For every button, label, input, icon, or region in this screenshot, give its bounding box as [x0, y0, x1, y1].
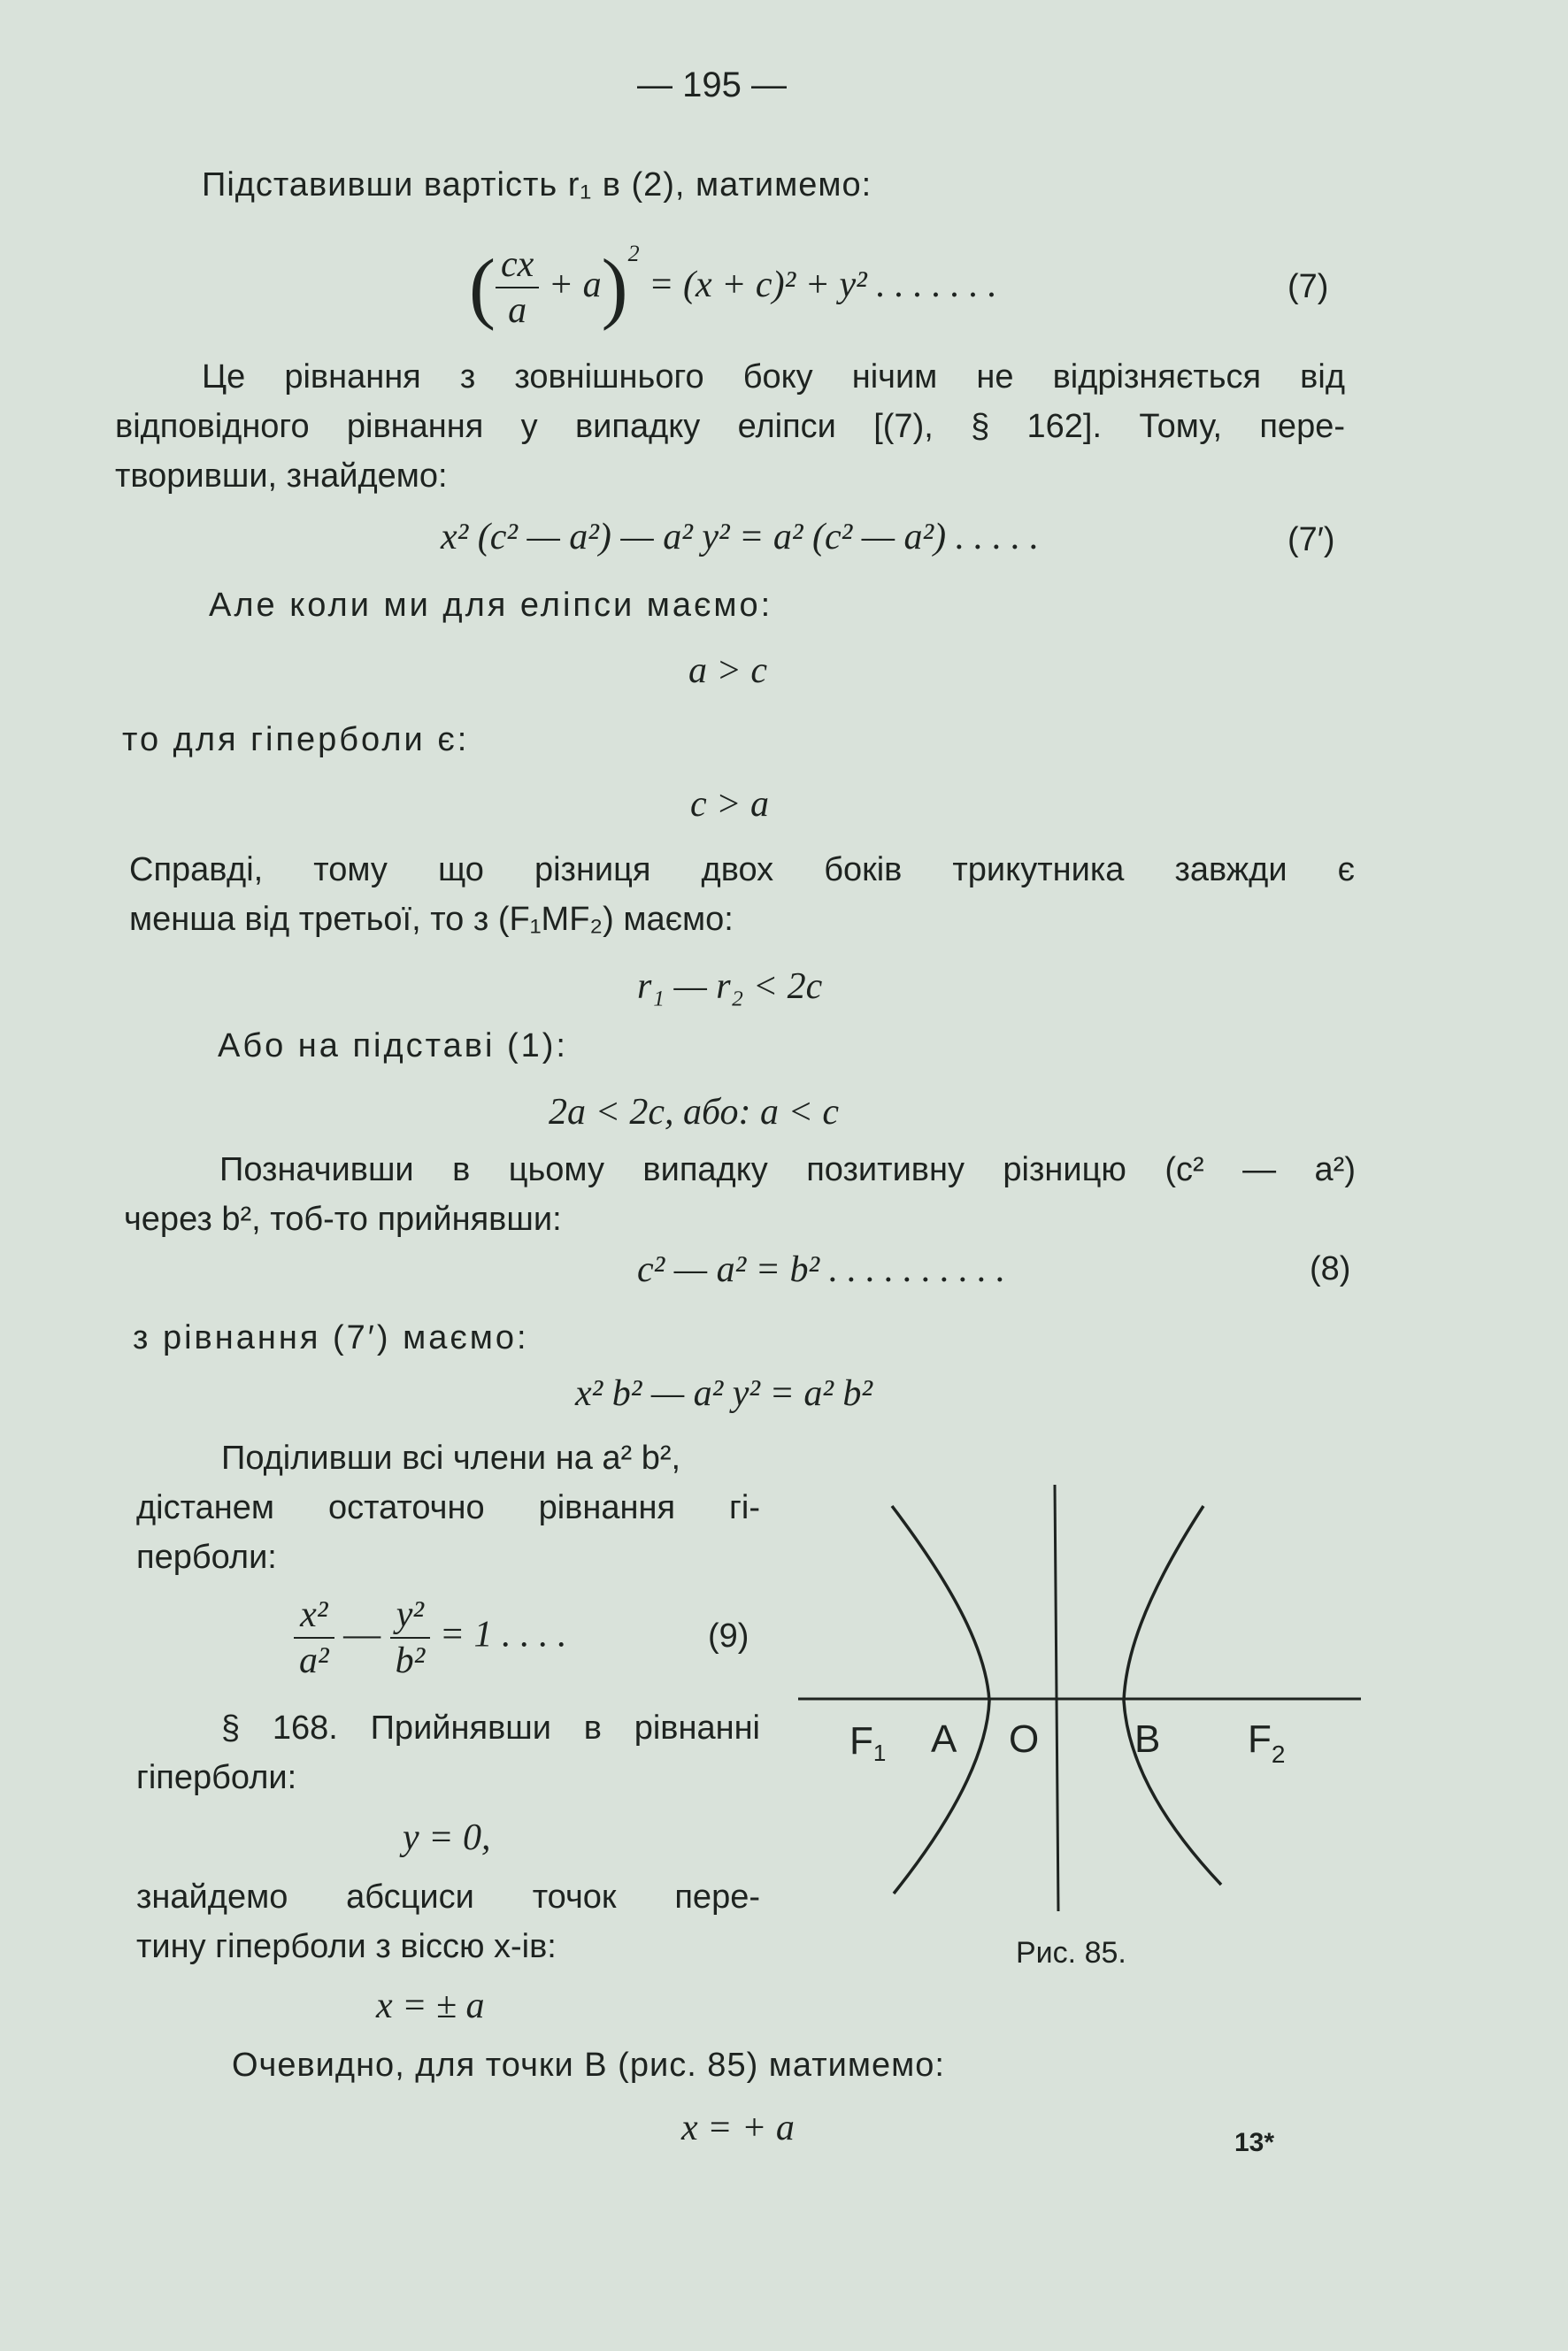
- paragraph-9: [136, 1433, 760, 1582]
- label-b: B: [1134, 1717, 1161, 1761]
- equation-x2b2: x² b² — a² y² = a² b²: [575, 1373, 873, 1414]
- paragraph-2-line-1: Це рівнання з зовнішнього боку нічим не відрізняється від: [202, 358, 1345, 396]
- equation-7: ( $\frac{cx}{a}$ + a)$^2$ = (x + c)² + y² . . . . . . .: [469, 241, 997, 332]
- paragraph-7-line-1: Позначивши в цьому випадку позитивну різницю (c² — a²): [219, 1151, 1356, 1188]
- equation-x-pm-a: x = ± a: [376, 1986, 485, 2026]
- paragraph-8: з рівнання (7′) маємо:: [133, 1319, 529, 1356]
- label-f2: $F_2$: [1248, 1717, 1286, 1768]
- equation-8-label: (8): [1310, 1250, 1351, 1287]
- paragraph-2: [115, 352, 1345, 501]
- eq7-numerator: cx: [496, 242, 539, 288]
- signature-mark: 13*: [1234, 2128, 1275, 2157]
- equation-x-plus-a: x = + a: [681, 2108, 795, 2148]
- paragraph-6: Або на підставі (1):: [218, 1027, 568, 1064]
- paragraph-2-line-2: відповідного рівнання у випадку еліпси [(7), § 162]. Тому, пере-: [115, 408, 1345, 445]
- paragraph-4: то для гіперболи є:: [122, 721, 470, 758]
- paragraph-5-line-1: Справді, тому що різниця двох боків трикутника завжди є: [129, 851, 1355, 888]
- inequality-r1-r2: r₁ — r₂ < 2c: [637, 966, 823, 1007]
- equation-9: $\frac{\text{x²}}{\text{a²}}$ — $\frac{\text{y²}}{\text{b²}}$ = 1 . . . .: [294, 1593, 567, 1683]
- paragraph-9-line-3: перболи:: [136, 1539, 277, 1576]
- figure-85-hyperbola: [796, 1469, 1363, 1929]
- paragraph-12: Очевидно, для точки B (рис. 85) матимемо:: [232, 2047, 945, 2084]
- equation-7-prime: x² (c² — a²) — a² y² = a² (c² — a²) . . . . .: [441, 517, 1040, 557]
- page-number: — 195 —: [637, 65, 787, 104]
- eq9-rhs: = 1 . . . .: [439, 1614, 567, 1656]
- paragraph-10: [136, 1703, 760, 1802]
- paragraph-11-line-2: тину гіперболи з віссю x-ів:: [136, 1928, 557, 1965]
- equation-7-label: (7): [1287, 268, 1329, 305]
- eq9-denominator-2: b²: [395, 1640, 426, 1681]
- equation-9-label: (9): [708, 1617, 749, 1655]
- paragraph-9-line-2: дістанем остаточно рівнання гі-: [136, 1489, 760, 1526]
- figure-caption: Рис. 85.: [1016, 1936, 1126, 1970]
- label-o: O: [1009, 1717, 1040, 1761]
- paragraph-10-line-2: гіперболи:: [136, 1759, 297, 1796]
- paragraph-10-line-1: § 168. Прийнявши в рівнанні: [221, 1709, 760, 1747]
- paragraph-1: Підставивши вартість r₁ в (2), матимемо:: [202, 166, 872, 204]
- eq9-numerator-1: x²: [294, 1593, 334, 1639]
- eq7-exponent: 2: [627, 241, 640, 266]
- inequality-2a-2c: 2a < 2c, або: a < c: [549, 1092, 840, 1133]
- eq9-denominator-1: a²: [299, 1640, 329, 1681]
- hyperbola-right-branch: [1124, 1506, 1221, 1885]
- eq7-plus-a: + a: [548, 265, 602, 305]
- paragraph-7-line-2: через b², тоб-то прийнявши:: [124, 1201, 562, 1238]
- paragraph-5-line-2: менша від третьої, то з (F₁MF₂) маємо:: [129, 901, 734, 938]
- label-f1: F1: [849, 1719, 887, 1766]
- y-axis: [1055, 1485, 1058, 1911]
- eq9-numerator-2: y²: [390, 1593, 431, 1639]
- equation-y-zero: y = 0,: [403, 1817, 491, 1858]
- paragraph-11-line-1: знайдемо абсциси точок пере-: [136, 1878, 760, 1916]
- inequality-c-gt-a: c > a: [690, 784, 769, 825]
- eq7-denominator: a: [508, 290, 527, 332]
- paragraph-11: [136, 1872, 760, 1971]
- paragraph-9-line-1: Поділивши всі члени на a² b²,: [221, 1440, 681, 1477]
- inequality-a-gt-c: a > c: [688, 650, 767, 691]
- label-a: A: [931, 1717, 957, 1761]
- eq7-rhs: = (x + c)² + y² . . . . . . .: [649, 265, 997, 305]
- paragraph-5: [129, 845, 1355, 944]
- equation-7-prime-label: (7′): [1287, 521, 1335, 558]
- paragraph-2-line-3: творивши, знайдемо:: [115, 457, 448, 495]
- equation-8: c² — a² = b² . . . . . . . . . .: [637, 1249, 1006, 1290]
- paragraph-3: Але коли ми для еліпси маємо:: [209, 587, 773, 624]
- paragraph-7: [124, 1145, 1356, 1244]
